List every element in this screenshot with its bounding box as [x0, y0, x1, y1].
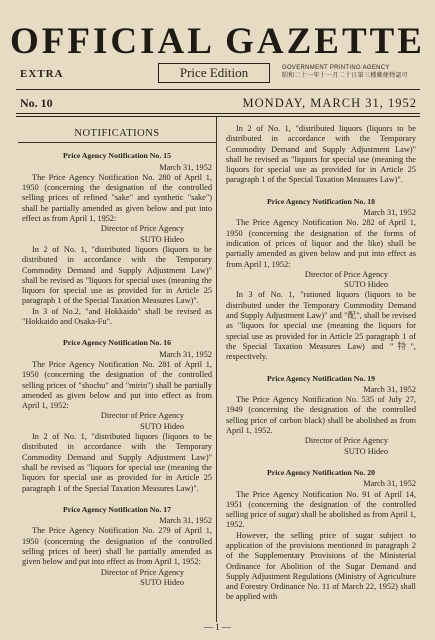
notice-date: March 31, 1952	[363, 384, 416, 394]
notice-signature-title: Director of Price Agency	[100, 411, 184, 421]
notice-heading: Price Agency Notification No. 19	[266, 373, 376, 383]
section-title: NOTIFICATIONS	[18, 124, 216, 143]
notice-paragraph: The Price Agency Notification No. 535 of July 27, 1949 (concerning the designation of the controlled selling price of carbon black) shall be abolished as from April 1, 1952.	[226, 395, 416, 436]
notice-signature-name: SUTO Hideo	[140, 577, 184, 587]
agency-line-1: GOVERNMENT PRINTING AGENCY	[282, 65, 390, 71]
agency-line-2: 昭和二十一年十一月二十日第三種郵便物認可	[282, 73, 409, 79]
notice-heading: Price Agency Notification No. 20	[266, 467, 376, 477]
gazette-title: OFFICIAL GAZETTE	[9, 21, 425, 62]
notice-date: March 31, 1952	[363, 479, 416, 489]
column-right	[226, 124, 416, 614]
rule-under-date-2	[16, 116, 420, 117]
notice-paragraph: In 2 of No. 1, "distributed liquors (liquors to be distributed in accordance with the Temporary Commodity Demand and Supply Adjustment Law)" shall be revised as "liquors for special use (meaning the liquors for special use as provided for in Article 25 paragraph 1 of the Special Taxation Measures Law)".	[226, 124, 416, 185]
notice-paragraph: In 2 of No. 1, "distributed liquors (liquors to be distributed in accordance with the Temporary Commodity Demand and Supply Adjustment Law)" shall be revised as "liquors for special uses (meaning the liquors for special use as provided for in Article 25 paragraph 1 of the Special Taxation Measures Law)".	[22, 244, 212, 306]
notice-heading: Price Agency Notification No. 15	[62, 151, 172, 161]
notice-16	[22, 338, 212, 493]
notice-date: March 31, 1952	[363, 208, 416, 218]
notice-heading: Price Agency Notification No. 18	[266, 196, 376, 206]
notice-date: March 31, 1952	[159, 516, 212, 526]
column-divider	[216, 117, 217, 622]
rule-under-date	[16, 113, 420, 114]
notice-paragraph: In 2 of No. 1, "distributed liquors (liquors to be distributed in accordance with the Temporary Commodity Demand and Supply Adjustment Law)" shall be revised as "liquors for special use (meaning the liquors for special use as provided for in Article 25 paragraph 1 of the Special Taxation Measures Law)".	[22, 432, 212, 493]
notice-paragraph: In 3 of No. 1, "rationed liquors (liquors to be distributed under the Temporary Commodity Demand and Supply Adjustment Law)" and "配", shall be revised as "liquors for special use (meaning the liquors for special use as provided for in Article 25 paragraph 1 of the Special Taxation Measures Law) and "特", respectively.	[226, 290, 416, 362]
notice-signature-title: Director of Price Agency	[100, 567, 184, 577]
notice-paragraph: However, the selling price of sugar subject to application of the provisions mentioned in paragraph 2 of the Supplementary Provisions of the Ministerial Ordinance for Abolition of the Sugar Demand and Supply Adjustment Regulations (Ministry of Agriculture and Forestry Ordinance No. 11 of March 22, 1952) shall be applied with	[226, 530, 416, 602]
notice-20	[226, 468, 416, 603]
edition-label: EXTRA	[20, 68, 64, 80]
column-left	[22, 124, 212, 599]
notice-paragraph: The Price Agency Notification No. 281 of April 1, 1950 (concerning the designation of the controlled selling prices of "shochu" and "mirin") shall be partially amended as given below and put into effect as from April 1, 1952:	[22, 359, 212, 411]
notice-signature-name: SUTO Hideo	[140, 421, 184, 431]
notice-signature-title: Director of Price Agency	[100, 224, 184, 234]
notice-heading: Price Agency Notification No. 16	[62, 338, 172, 348]
notice-18	[226, 197, 416, 363]
notice-17	[22, 505, 212, 588]
issue-date: MONDAY, MARCH 31, 1952	[242, 96, 417, 110]
issue-number: No. 10	[20, 96, 53, 110]
notice-signature-title: Director of Price Agency	[304, 436, 388, 446]
notice-paragraph: The Price Agency Notification No. 279 of April 1, 1950 (concerning the designation of the controlled selling prices of beer) shall be partially amended as given below and put into effect as from April 1, 1952:	[22, 526, 212, 567]
notice-paragraph: The Price Agency Notification No. 282 of April 1, 1950 (concerning the designation of the forms of indication of prices of liquor and the like) shall be partially amended as given below and put into effect as from April 1, 1952:	[226, 218, 416, 269]
notice-paragraph: The Price Agency Notification No. 280 of April 1, 1950 (concerning the designation of the controlled selling prices of refined "sake" and synthetic "sake") shall be partially amended as given below and put into effect as from April 1, 1952:	[22, 172, 212, 224]
rule-top	[16, 89, 420, 90]
notice-heading: Price Agency Notification No. 17	[62, 504, 172, 514]
page-number: — 1 —	[204, 622, 231, 632]
notice-paragraph: In 3 of No.2, "and Hokkaido" shall be revised as "Hokkaido and Osaka-Fu".	[22, 306, 212, 327]
notice-signature-title: Director of Price Agency	[304, 269, 388, 279]
notice-17-continued	[226, 124, 416, 186]
notice-signature-name: SUTO Hideo	[140, 234, 184, 244]
notice-19	[226, 374, 416, 457]
notice-date: March 31, 1952	[159, 162, 212, 172]
price-edition-box: Price Edition	[158, 63, 270, 83]
notice-signature-name: SUTO Hideo	[344, 446, 388, 456]
agency-block	[282, 64, 408, 80]
notice-paragraph: The Price Agency Notification No. 91 of April 14, 1951 (concerning the designation of the controlled selling price of sugar) shall be abolished as from April 1, 1952.	[226, 489, 416, 530]
notice-15	[22, 151, 212, 327]
notice-signature-name: SUTO Hideo	[344, 280, 388, 290]
notice-date: March 31, 1952	[159, 349, 212, 359]
